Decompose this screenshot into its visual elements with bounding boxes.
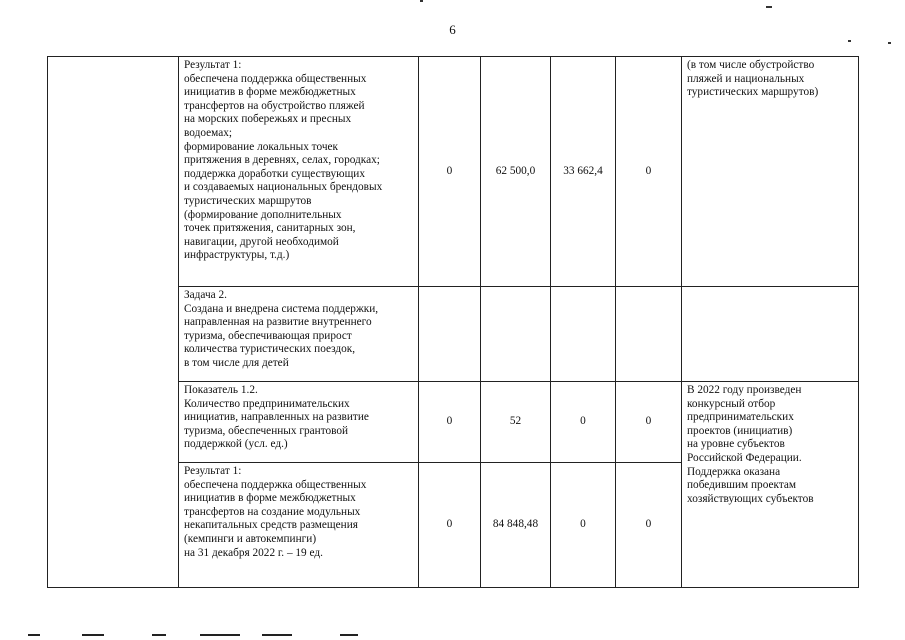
value-cell: 0	[551, 463, 616, 588]
scan-artifact	[340, 634, 358, 636]
value-cell: 0	[616, 463, 682, 588]
value-cell	[551, 287, 616, 382]
note-cell: В 2022 году произведен конкурсный отбор предпринимательских проектов (инициатив) на уровне субъектов Российской Федерации. Поддержка оказана победившим проектам хозяйствующих субъектов	[682, 382, 859, 588]
value-cell: 33 662,4	[551, 57, 616, 287]
page-number: 6	[449, 22, 456, 37]
empty-first-column	[48, 57, 179, 588]
description-cell: Результат 1: обеспечена поддержка общественных инициатив в форме межбюджетных трансфертов на обустройство пляжей на морских побережьях и пресных водоемах; формирование локальных точек притяжения в деревнях, селах, городках; поддержка доработки существующих и создаваемых национальных брендовых туристических маршрутов (формирование дополнительных точек притяжения, санитарных зон, навигации, другой необходимой инфраструктуры, т.д.)	[179, 57, 419, 287]
value-cell: 62 500,0	[481, 57, 551, 287]
report-table	[47, 56, 859, 588]
value-cell: 0	[616, 57, 682, 287]
value-cell: 52	[481, 382, 551, 463]
scan-artifact	[200, 634, 240, 636]
scan-artifact	[766, 6, 772, 8]
scan-artifact	[82, 634, 104, 636]
description-cell: Задача 2. Создана и внедрена система поддержки, направленная на развитие внутреннего туризма, обеспечивающая прирост количества туристических поездок, в том числе для детей	[179, 287, 419, 382]
value-cell: 84 848,48	[481, 463, 551, 588]
value-cell: 0	[616, 382, 682, 463]
scan-artifact	[420, 0, 423, 2]
value-cell	[481, 287, 551, 382]
scan-artifact	[848, 40, 851, 42]
table-row	[48, 57, 859, 287]
scan-artifact	[152, 634, 166, 636]
scan-artifact	[888, 42, 891, 44]
note-cell: (в том числе обустройство пляжей и национальных туристических маршрутов)	[682, 57, 859, 287]
value-cell: 0	[419, 382, 481, 463]
description-cell: Результат 1: обеспечена поддержка общественных инициатив в форме межбюджетных трансфертов на создание модульных некапитальных средств размещения (кемпинги и автокемпинги) на 31 декабря 2022 г. – 19 ед.	[179, 463, 419, 588]
scan-artifact	[262, 634, 292, 636]
value-cell: 0	[419, 463, 481, 588]
scan-artifact	[28, 634, 40, 636]
value-cell	[616, 287, 682, 382]
value-cell	[419, 287, 481, 382]
value-cell: 0	[551, 382, 616, 463]
value-cell: 0	[419, 57, 481, 287]
note-cell	[682, 287, 859, 382]
description-cell: Показатель 1.2. Количество предпринимательских инициатив, направленных на развитие туризма, обеспеченных грантовой поддержкой (усл. ед.)	[179, 382, 419, 463]
